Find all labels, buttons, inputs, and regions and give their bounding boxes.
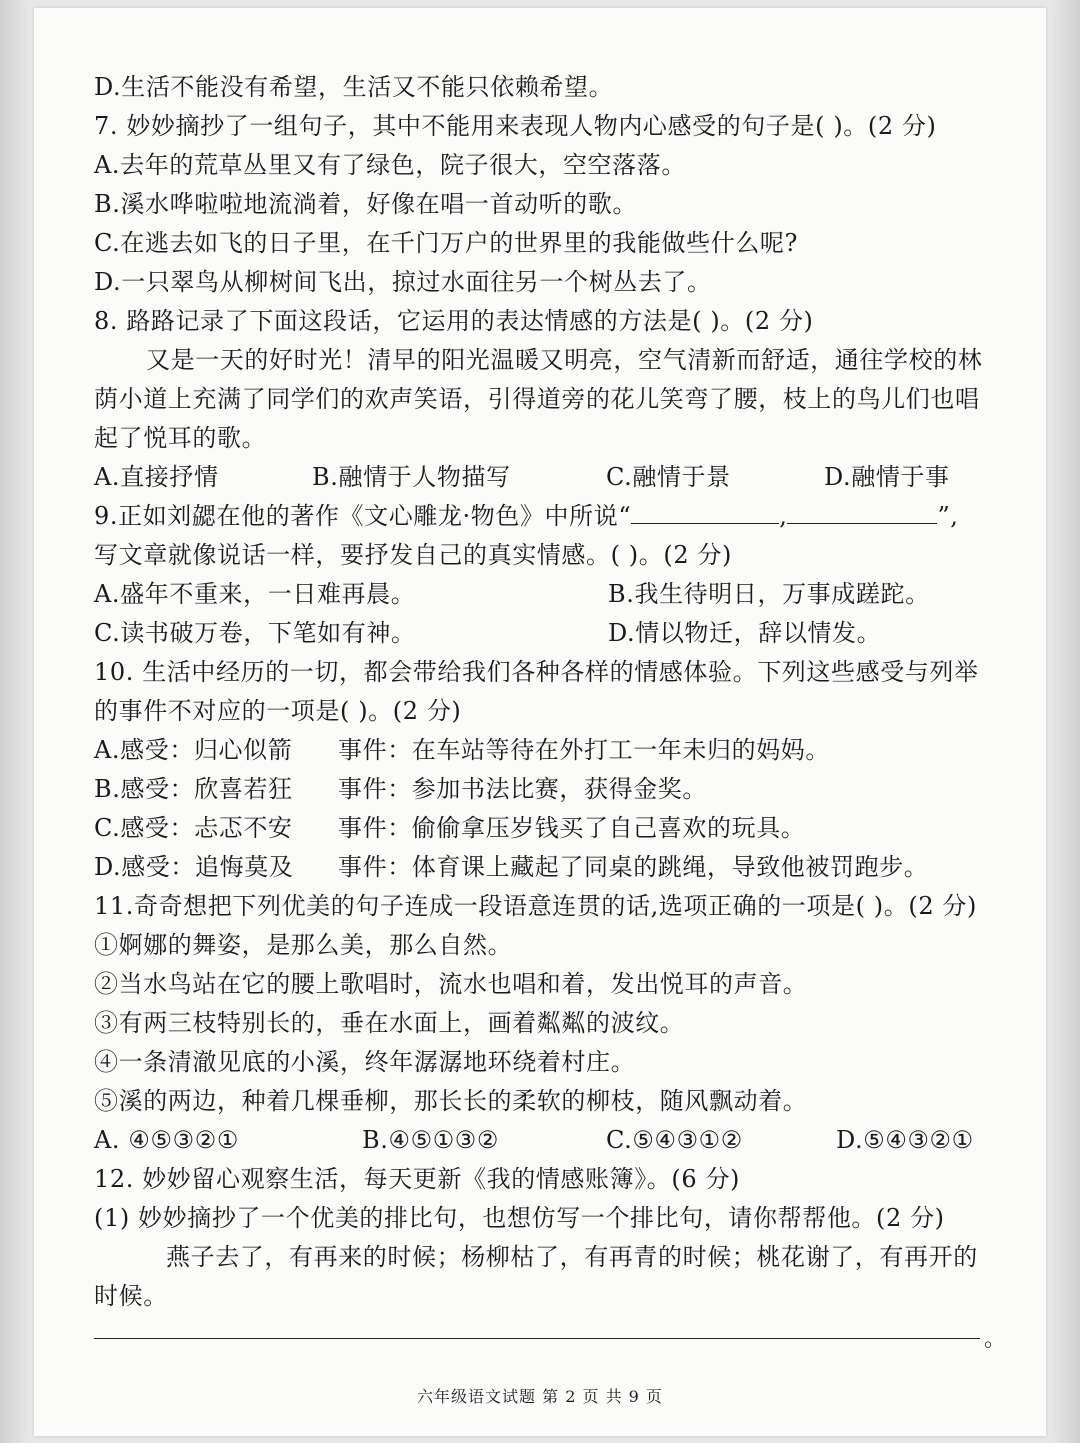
q10-option-b-feeling: B.感受：欣喜若狂 — [94, 775, 293, 803]
q8-option-c: C.融情于景 — [606, 463, 731, 491]
q10-option-c-feeling: C.感受：忐忑不安 — [94, 814, 293, 842]
q10-option-a-feeling: A.感受：归心似箭 — [94, 736, 293, 764]
q9-option-b: B.我生待明日，万事成蹉跎。 — [608, 580, 930, 608]
page-footer: 六年级语文试题 第 2 页 共 9 页 — [417, 1387, 663, 1406]
q11-option-d: D.⑤④③②① — [836, 1126, 974, 1154]
q12-answer-line[interactable] — [94, 1338, 980, 1339]
q11-sentence-3: ③有两三枝特别长的，垂在水面上，画着粼粼的波纹。 — [94, 1009, 685, 1037]
q8-option-d: D.融情于事 — [824, 463, 950, 491]
question-9 — [94, 497, 984, 535]
q10-option-d-event: 事件：体育课上藏起了同桌的跳绳，导致他被罚跑步。 — [338, 853, 929, 881]
q6-option-d: D.生活不能没有希望，生活又不能只依赖希望。 — [94, 73, 614, 101]
q8-passage-line-1: 又是一天的好时光！清早的阳光温暖又明亮，空气清新而舒适，通往学校的林 — [146, 346, 983, 374]
question-8: 8. 路路记录了下面这段话，它运用的表达情感的方法是( )。(2 分) — [94, 307, 814, 335]
q9-blank-1[interactable] — [631, 497, 779, 524]
q11-sentence-2: ②当水鸟站在它的腰上歌唱时，流水也唱和着，发出悦耳的声音。 — [94, 970, 808, 998]
q12-example-line-1: 燕子去了，有再来的时候；杨柳枯了，有再青的时候；桃花谢了，有再开的 — [166, 1243, 978, 1271]
q11-option-a: A. ④⑤③②① — [94, 1126, 239, 1154]
q11-option-c: C.⑤④③①② — [606, 1126, 743, 1154]
q11-sentence-1: ①婀娜的舞姿，是那么美，那么自然。 — [94, 931, 513, 959]
q9-option-a: A.盛年不重来，一日难再晨。 — [94, 580, 416, 608]
q7-option-d: D.一只翠鸟从柳树间飞出，掠过水面往另一个树丛去了。 — [94, 268, 712, 296]
q9-option-d: D.情以物迁，辞以情发。 — [608, 619, 882, 647]
question-10-line-2: 的事件不对应的一项是( )。(2 分) — [94, 697, 462, 725]
question-7: 7. 妙妙摘抄了一组句子，其中不能用来表现人物内心感受的句子是( )。(2 分) — [94, 112, 937, 140]
q10-option-c-event: 事件：偷偷拿压岁钱买了自己喜欢的玩具。 — [338, 814, 806, 842]
q11-sentence-4: ④一条清澈见底的小溪，终年潺潺地环绕着村庄。 — [94, 1048, 636, 1076]
question-11: 11.奇奇想把下列优美的句子连成一段语意连贯的话,选项正确的一项是( )。(2 分) — [94, 892, 977, 920]
q12-answer-end-mark: 。 — [984, 1327, 1007, 1352]
q7-option-b: B.溪水哗啦啦地流淌着，好像在唱一首动听的歌。 — [94, 190, 638, 218]
q9-text-start: 9.正如刘勰在他的著作《文心雕龙·物色》中所说“ — [94, 502, 632, 530]
q8-passage-line-2: 荫小道上充满了同学们的欢声笑语，引得道旁的花儿笑弯了腰，枝上的鸟儿们也唱 — [94, 385, 980, 413]
q8-option-b: B.融情于人物描写 — [312, 463, 511, 491]
question-12: 12. 妙妙留心观察生活，每天更新《我的情感账簿》。(6 分) — [94, 1165, 741, 1193]
q9-comma: , — [779, 502, 788, 530]
q11-sentence-5: ⑤溪的两边，种着几棵垂柳，那长长的柔软的柳枝，随风飘动着。 — [94, 1087, 808, 1115]
q9-text-end: ”, — [937, 502, 959, 530]
question-10: 10. 生活中经历的一切，都会带给我们各种各样的情感体验。下列这些感受与列举 — [94, 658, 979, 686]
q7-option-a: A.去年的荒草丛里又有了绿色，院子很大，空空落落。 — [94, 151, 686, 179]
q10-option-a-event: 事件：在车站等待在外打工一年未归的妈妈。 — [338, 736, 830, 764]
q8-passage-line-3: 起了悦耳的歌。 — [94, 424, 267, 452]
q9-option-c: C.读书破万卷，下笔如有神。 — [94, 619, 416, 647]
question-12-part-1: (1) 妙妙摘抄了一个优美的排比句，也想仿写一个排比句，请你帮帮他。(2 分) — [94, 1204, 945, 1232]
q10-option-d-feeling: D.感受：追悔莫及 — [94, 853, 294, 881]
q9-blank-2[interactable] — [787, 497, 937, 524]
q7-option-c: C.在逃去如飞的日子里，在千门万户的世界里的我能做些什么呢? — [94, 229, 799, 257]
q10-option-b-event: 事件：参加书法比赛，获得金奖。 — [338, 775, 707, 803]
question-9-line-2: 写文章就像说话一样，要抒发自己的真实情感。( )。(2 分) — [94, 541, 732, 569]
q8-option-a: A.直接抒情 — [94, 463, 219, 491]
q12-example-line-2: 时候。 — [94, 1282, 168, 1310]
q11-option-b: B.④⑤①③② — [362, 1126, 500, 1154]
